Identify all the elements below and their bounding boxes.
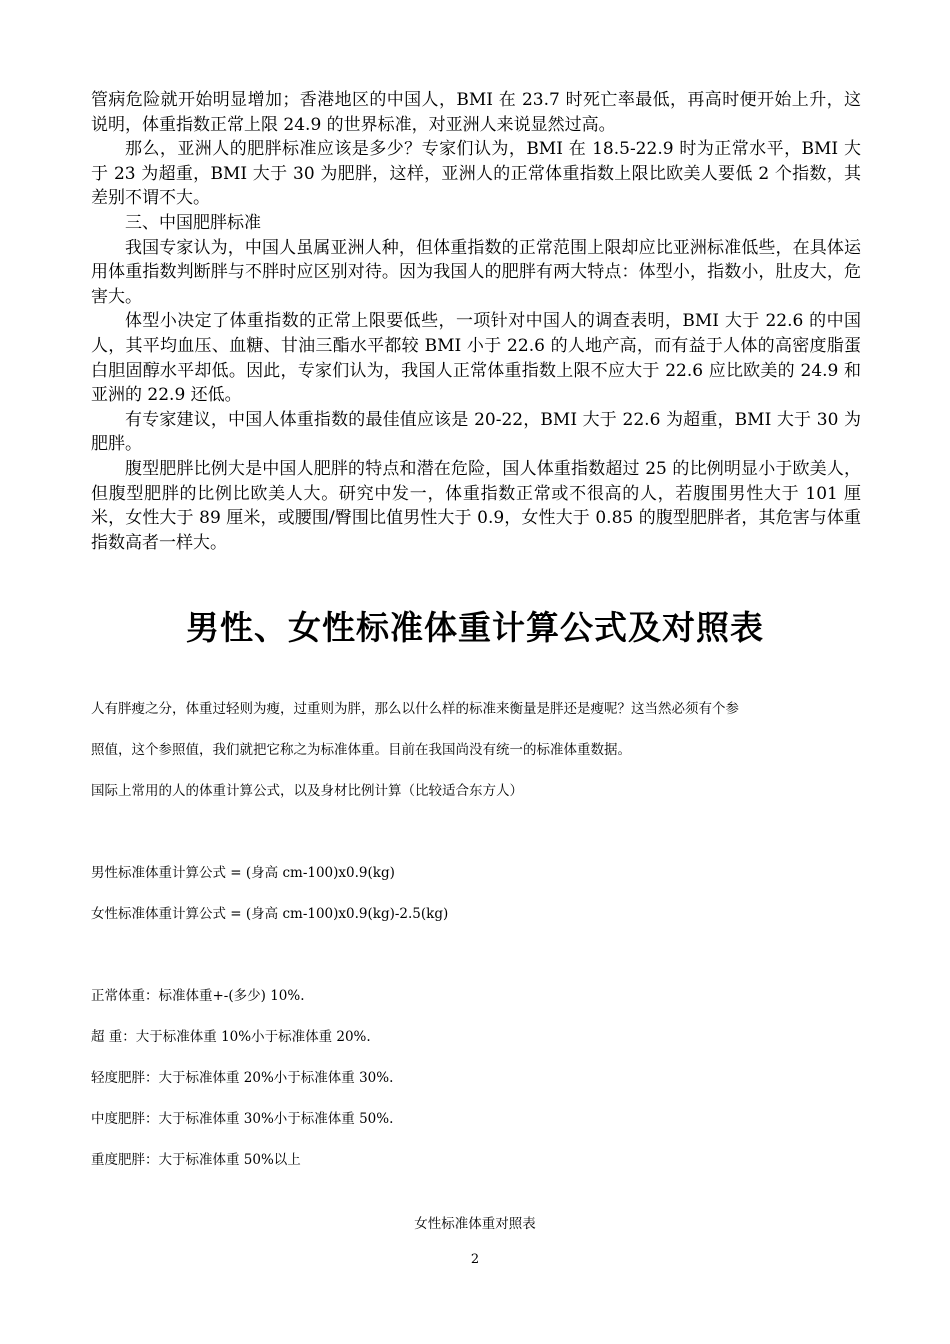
page-number: 2 — [470, 1252, 480, 1267]
body-text-section — [91, 88, 861, 555]
body-paragraph: 我国专家认为，中国人虽属亚洲人种，但体重指数的正常范围上限却应比亚洲标准低些，在具体运用体重指数判断胖与不胖时应区别对待。因为我国人的肥胖有两大特点：体型小，指数小，肚皮大，危害大。 — [91, 237, 861, 307]
intro-line-3: 国际上常用的人的体重计算公式，以及身材比例计算（比较适合东方人） — [91, 783, 523, 799]
intro-line-1: 人有胖瘦之分，体重过轻则为瘦，过重则为胖，那么以什么样的标准来衡量是胖还是瘦呢？这当然必须有个参 — [91, 701, 739, 717]
body-paragraph: 体型小决定了体重指数的正常上限要低些，一项针对中国人的调查表明，BMI 大于 22.6 的中国人，其平均血压、血糖、甘油三酯水平都较 BMI 小于 22.6 的人地产高，而有益于人体的高密度脂蛋白胆固醇水平却低。因此，专家们认为，我国人正常体重指数上限不应大于 22.6 应比欧美的 24.9 和亚洲的 22.9 还低。 — [91, 311, 861, 406]
body-paragraph: 管病危险就开始明显增加；香港地区的中国人，BMI 在 23.7 时死亡率最低，再高时便开始上升，这说明，体重指数正常上限 24.9 的世界标准，对亚洲人来说显然过高。 — [91, 90, 861, 135]
body-paragraph: 腹型肥胖比例大是中国人肥胖的特点和潜在危险，国人体重指数超过 25 的比例明显小于欧美人，但腹型肥胖的比例比欧美人大。研究中发一，体重指数正常或不很高的人，若腹围男性大于 101 厘米，女性大于 89 厘米，或腰围/臀围比值男性大于 0.9，女性大于 0.85 的腹型肥胖者，其危害与体重指数高者一样大。 — [91, 458, 861, 553]
section-heading: 男性、女性标准体重计算公式及对照表 — [186, 608, 764, 647]
intro-line-2: 照值，这个参照值，我们就把它称之为标准体重。目前在我国尚没有统一的标准体重数据。 — [91, 742, 631, 758]
overweight-rule: 超 重：大于标准体重 10%小于标准体重 20%. — [91, 1029, 371, 1045]
normal-weight-rule: 正常体重：标准体重+-(多少) 10%. — [91, 988, 305, 1004]
formula-female: 女性标准体重计算公式 = (身高 cm-100)x0.9(kg)-2.5(kg) — [91, 906, 449, 922]
body-paragraph: 那么，亚洲人的肥胖标准应该是多少？专家们认为，BMI 在 18.5-22.9 时为正常水平，BMI 大于 23 为超重，BMI 大于 30 为肥胖，这样，亚洲人的正常体重指数上限比欧美人要低 2 个指数，其差别不谓不大。 — [91, 139, 861, 209]
mild-obesity-rule: 轻度肥胖：大于标准体重 20%小于标准体重 30%. — [91, 1070, 394, 1086]
moderate-obesity-rule: 中度肥胖：大于标准体重 30%小于标准体重 50%. — [91, 1111, 394, 1127]
severe-obesity-rule: 重度肥胖：大于标准体重 50%以上 — [91, 1152, 301, 1168]
table-caption: 女性标准体重对照表 — [414, 1216, 536, 1232]
body-paragraph: 有专家建议，中国人体重指数的最佳值应该是 20-22，BMI 大于 22.6 为超重，BMI 大于 30 为肥胖。 — [91, 409, 861, 455]
body-paragraph: 三、中国肥胖标准 — [125, 212, 261, 233]
formula-male: 男性标准体重计算公式 = (身高 cm-100)x0.9(kg) — [91, 865, 395, 881]
